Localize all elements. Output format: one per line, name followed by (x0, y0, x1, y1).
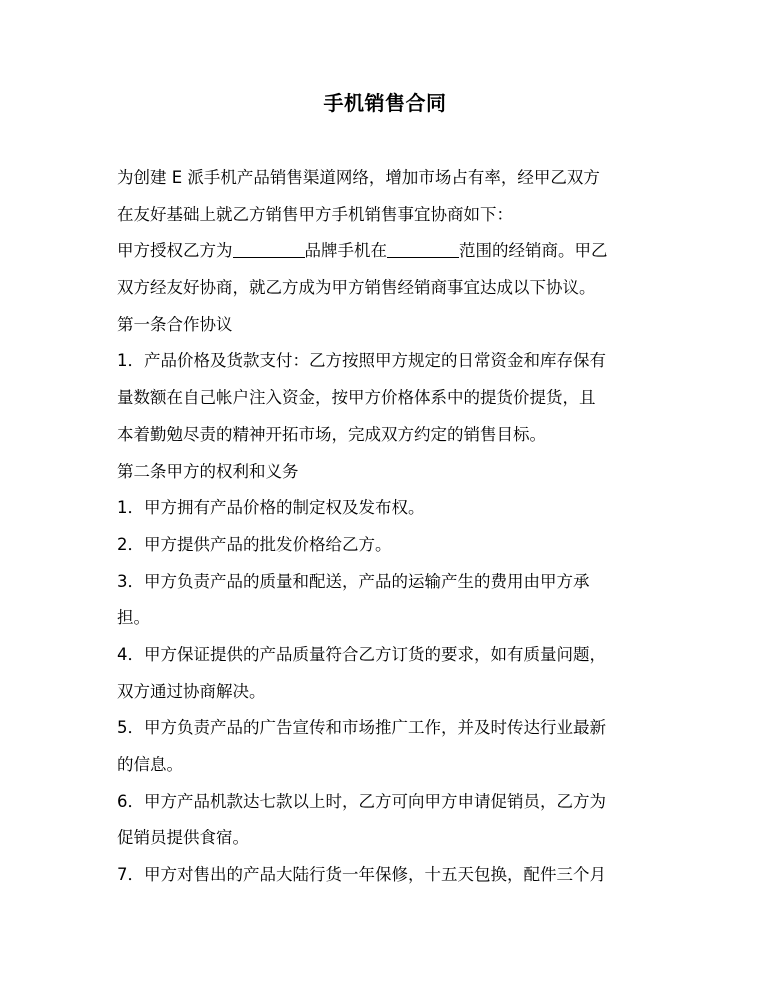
text-segment: 甲方授权乙方为 (117, 241, 233, 261)
clause-line: 双方通过协商解决。 (117, 681, 266, 701)
clause-line: 本着勤勉尽责的精神开拓市场，完成双方约定的销售目标。 (117, 424, 546, 444)
clause-line: 2．甲方提供产品的批发价格给乙方。 (117, 534, 392, 554)
clause-line: 1．产品价格及货款支付：乙方按照甲方规定的日常资金和库存保有 (117, 351, 606, 371)
clause-line: 1．甲方拥有产品价格的制定权及发布权。 (117, 498, 425, 518)
clause-line: 促销员提供食宿。 (117, 828, 249, 848)
clause-line: 量数额在自己帐户注入资金，按甲方价格体系中的提货价提货，且 (117, 388, 596, 408)
paragraph-line: 为创建 E 派手机产品销售渠道网络，增加市场占有率，经甲乙双方 (117, 168, 600, 187)
section-heading: 第二条甲方的权利和义务 (117, 461, 299, 481)
section-heading: 第一条合作协议 (117, 314, 233, 334)
brand-blank-field (233, 239, 305, 258)
document-body (117, 160, 657, 894)
region-blank-field (387, 239, 459, 258)
clause-line: 担。 (117, 608, 150, 628)
text-segment: 范围的经销商。甲乙 (459, 241, 608, 261)
text-segment: 品牌手机在 (304, 241, 387, 261)
document-title: 手机销售合同 (323, 91, 447, 115)
paragraph-line: 双方经友好协商，就乙方成为甲方销售经销商事宜达成以下协议。 (117, 278, 596, 298)
clause-line: 7．甲方对售出的产品大陆行货一年保修，十五天包换，配件三个月 (117, 865, 606, 885)
paragraph-line: 在友好基础上就乙方销售甲方手机销售事宜协商如下： (117, 204, 513, 224)
paragraph-line-with-blanks (117, 233, 657, 270)
clause-line: 4．甲方保证提供的产品质量符合乙方订货的要求，如有质量问题， (117, 644, 606, 664)
clause-line: 6．甲方产品机款达七款以上时，乙方可向甲方申请促销员，乙方为 (117, 791, 606, 811)
clause-line: 的信息。 (117, 755, 183, 774)
clause-line: 3．甲方负责产品的质量和配送，产品的运输产生的费用由甲方承 (117, 571, 590, 591)
clause-line: 5．甲方负责产品的广告宣传和市场推广工作，并及时传达行业最新 (117, 718, 606, 738)
